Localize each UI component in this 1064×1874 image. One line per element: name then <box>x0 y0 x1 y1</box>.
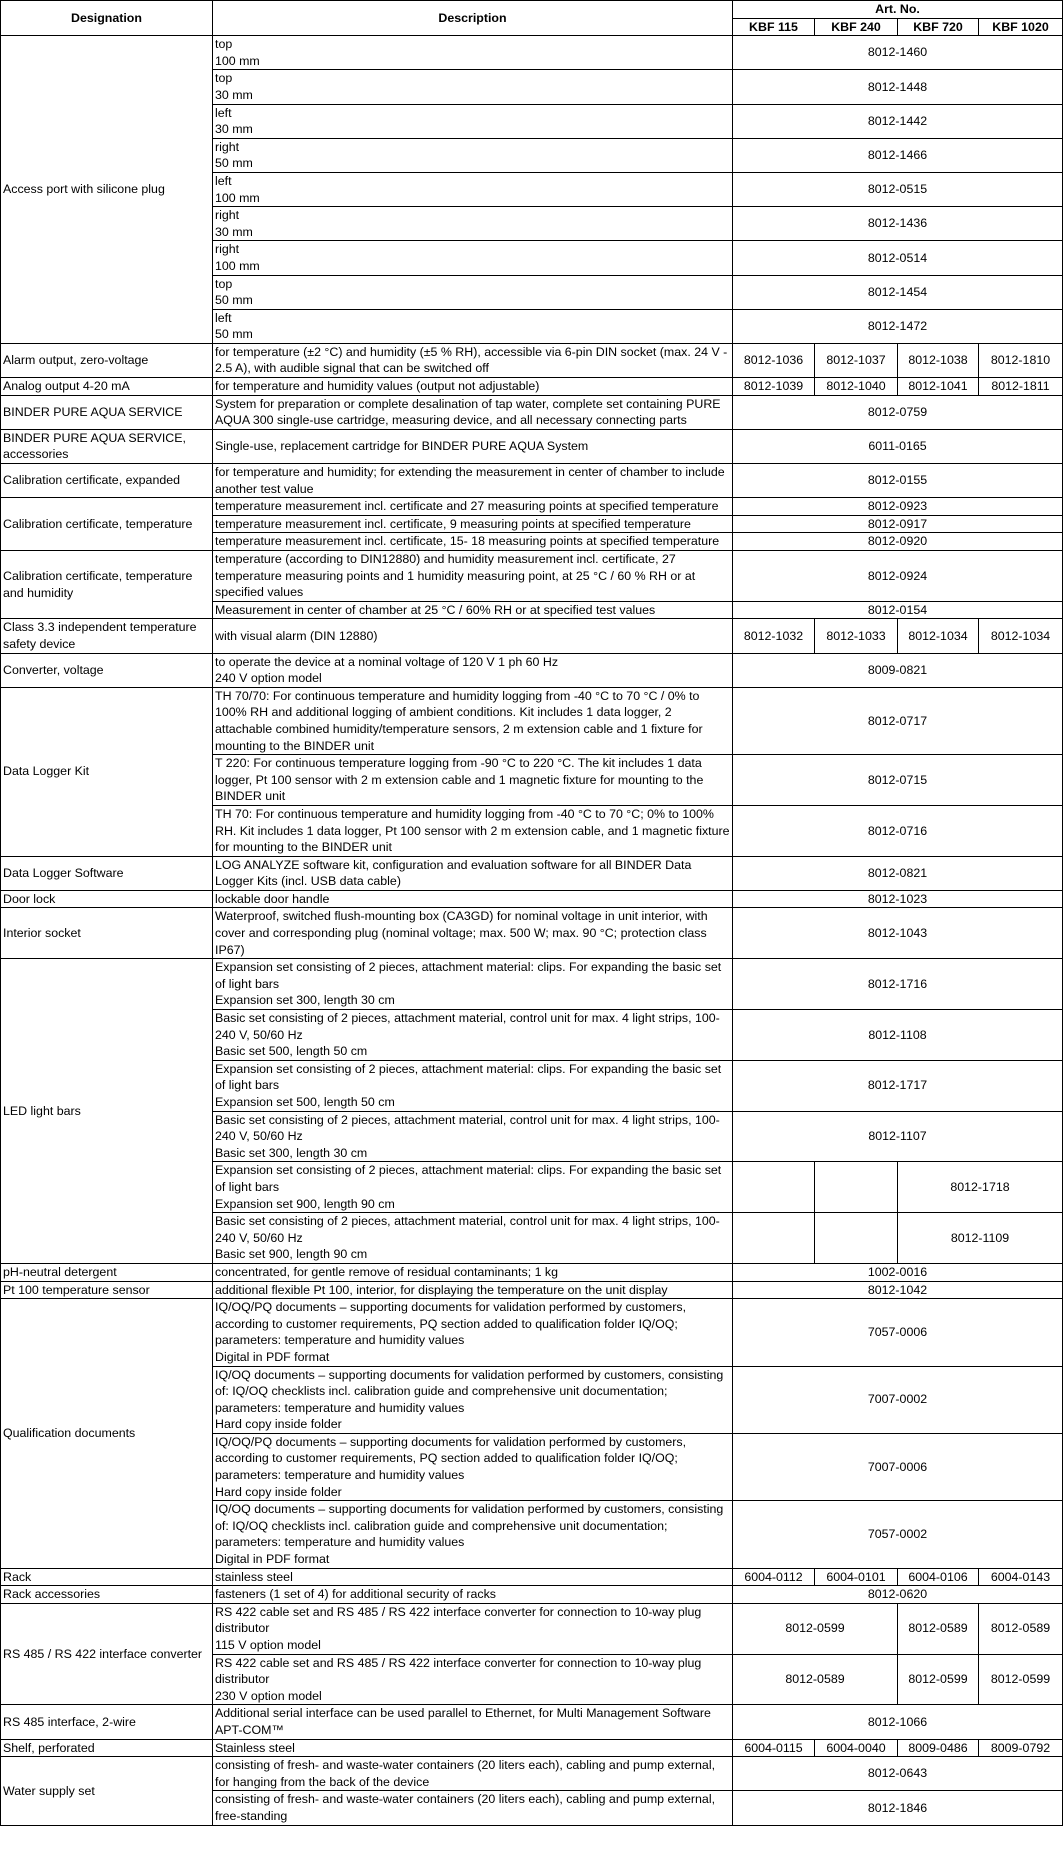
art-no-cell: 8012-0715 <box>733 755 1063 806</box>
table-row <box>1 1705 1063 1739</box>
table-row <box>1 1299 1063 1366</box>
art-no-cell: 8012-0589 <box>733 1654 898 1705</box>
description-cell: LOG ANALYZE software kit, configuration and evaluation software for all BINDER Data Logger Kits (incl. USB data cable) <box>213 856 733 890</box>
description-cell: fasteners (1 set of 4) for additional security of racks <box>213 1586 733 1604</box>
description-cell: Additional serial interface can be used parallel to Ethernet, for Multi Management Software APT-COM™ <box>213 1705 733 1739</box>
table-header <box>1 1 1063 36</box>
art-no-cell: 8012-1034 <box>898 619 979 653</box>
description-cell: left 50 mm <box>213 309 733 343</box>
art-no-cell: 8012-1036 <box>733 343 815 377</box>
description-cell: for temperature and humidity; for extending the measurement in center of chamber to include another test value <box>213 464 733 498</box>
art-no-cell: 6004-0101 <box>815 1568 898 1586</box>
model-header-kbf-1020: KBF 1020 <box>979 18 1063 36</box>
art-no-cell: 6004-0143 <box>979 1568 1063 1586</box>
designation-cell: Converter, voltage <box>1 653 213 687</box>
art-no-cell: 8012-0589 <box>898 1603 979 1654</box>
art-no-cell: 6004-0112 <box>733 1568 815 1586</box>
description-cell: additional flexible Pt 100, interior, for displaying the temperature on the unit display <box>213 1281 733 1299</box>
art-no-cell: 8012-1043 <box>733 908 1063 959</box>
description-cell: with visual alarm (DIN 12880) <box>213 619 733 653</box>
art-no-cell: 8012-0599 <box>898 1654 979 1705</box>
art-no-cell: 8012-1460 <box>733 36 1063 70</box>
description-cell: temperature measurement incl. certificate, 9 measuring points at specified temperature <box>213 515 733 533</box>
art-no-cell: 8012-0717 <box>733 687 1063 754</box>
description-cell: to operate the device at a nominal voltage of 120 V 1 ph 60 Hz 240 V option model <box>213 653 733 687</box>
art-no-cell: 8012-1436 <box>733 207 1063 241</box>
table-row <box>1 890 1063 908</box>
description-cell: IQ/OQ documents – supporting documents for validation performed by customers, consisting of: IQ/OQ checklists incl. calibration guide and comprehensive unit documentation; parameters: temperature and humidity values Digital in PDF format <box>213 1501 733 1568</box>
designation-cell: Rack accessories <box>1 1586 213 1604</box>
table-row <box>1 551 1063 602</box>
art-no-cell: 8012-1040 <box>815 378 898 396</box>
art-no-cell <box>815 1213 898 1264</box>
art-no-cell: 8009-0821 <box>733 653 1063 687</box>
description-cell: right 100 mm <box>213 241 733 275</box>
art-no-cell: 8012-1066 <box>733 1705 1063 1739</box>
art-no-cell: 8012-0716 <box>733 805 1063 856</box>
description-cell: temperature (according to DIN12880) and humidity measurement incl. certificate, 27 temperature measuring points and 1 humidity measuring point, at 25 °C / 60 % RH or at specified values <box>213 551 733 602</box>
description-cell: temperature measurement incl. certificate and 27 measuring points at specified temperature <box>213 498 733 516</box>
table-row <box>1 498 1063 516</box>
art-no-cell <box>733 1213 815 1264</box>
description-cell: lockable door handle <box>213 890 733 908</box>
designation-cell: Access port with silicone plug <box>1 36 213 344</box>
description-cell: Expansion set consisting of 2 pieces, attachment material: clips. For expanding the basic set of light bars Expansion set 300, length 30 cm <box>213 959 733 1010</box>
art-no-cell: 8012-0515 <box>733 172 1063 206</box>
description-cell: top 50 mm <box>213 275 733 309</box>
art-no-cell: 8012-1717 <box>733 1060 1063 1111</box>
art-no-cell: 8012-0917 <box>733 515 1063 533</box>
art-no-cell: 8012-0514 <box>733 241 1063 275</box>
designation-cell: Rack <box>1 1568 213 1586</box>
designation-cell: Door lock <box>1 890 213 908</box>
art-no-cell: 8012-0821 <box>733 856 1063 890</box>
designation-cell: BINDER PURE AQUA SERVICE <box>1 395 213 429</box>
description-cell: left 100 mm <box>213 172 733 206</box>
art-no-cell: 8012-0923 <box>733 498 1063 516</box>
art-no-cell: 8012-0599 <box>979 1654 1063 1705</box>
table-row <box>1 464 1063 498</box>
description-cell: Basic set consisting of 2 pieces, attachment material, control unit for max. 4 light strips, 100-240 V, 50/60 Hz Basic set 300, length 30 cm <box>213 1111 733 1162</box>
description-cell: left 30 mm <box>213 104 733 138</box>
art-no-cell: 8012-1032 <box>733 619 815 653</box>
table-row <box>1 687 1063 754</box>
table-row <box>1 856 1063 890</box>
table-row <box>1 36 1063 70</box>
table-row <box>1 343 1063 377</box>
designation-cell: Data Logger Kit <box>1 687 213 856</box>
designation-cell: Class 3.3 independent temperature safety device <box>1 619 213 653</box>
art-no-cell: 7057-0002 <box>733 1501 1063 1568</box>
description-cell: for temperature (±2 °C) and humidity (±5 % RH), accessible via 6-pin DIN socket (max. 24 V - 2.5 A), with audible signal that can be switched off <box>213 343 733 377</box>
designation-cell: Calibration certificate, temperature <box>1 498 213 551</box>
designation-cell: RS 485 interface, 2-wire <box>1 1705 213 1739</box>
designation-header: Designation <box>1 1 213 36</box>
description-cell: consisting of fresh- and waste-water containers (20 liters each), cabling and pump external, free-standing <box>213 1791 733 1825</box>
art-no-cell: 8012-1442 <box>733 104 1063 138</box>
description-cell: T 220: For continuous temperature logging from -90 °C to 220 °C. The kit includes 1 data logger, Pt 100 sensor with 2 m extension cable and 1 magnetic fixture for mounting to the BINDER unit <box>213 755 733 806</box>
art-no-header: Art. No. <box>733 1 1063 19</box>
description-cell: top 100 mm <box>213 36 733 70</box>
designation-cell: Shelf, perforated <box>1 1739 213 1757</box>
art-no-cell: 7007-0002 <box>733 1366 1063 1433</box>
art-no-cell: 8012-1108 <box>733 1010 1063 1061</box>
model-header-kbf-115: KBF 115 <box>733 18 815 36</box>
art-no-cell: 8012-1811 <box>979 378 1063 396</box>
art-no-cell <box>733 1162 815 1213</box>
designation-cell: LED light bars <box>1 959 213 1264</box>
art-no-cell: 6011-0165 <box>733 429 1063 463</box>
art-no-cell: 6004-0040 <box>815 1739 898 1757</box>
art-no-cell: 8012-1037 <box>815 343 898 377</box>
designation-cell: Qualification documents <box>1 1299 213 1569</box>
art-no-cell: 8012-1466 <box>733 138 1063 172</box>
description-cell: top 30 mm <box>213 70 733 104</box>
description-cell: concentrated, for gentle remove of residual contaminants; 1 kg <box>213 1263 733 1281</box>
table-row <box>1 959 1063 1010</box>
art-no-cell: 8012-1041 <box>898 378 979 396</box>
art-no-cell: 8012-0759 <box>733 395 1063 429</box>
art-no-cell: 8012-0155 <box>733 464 1063 498</box>
art-no-cell: 8012-1109 <box>898 1213 1063 1264</box>
description-cell: System for preparation or complete desalination of tap water, complete set containing PURE AQUA 300 single-use cartridge, measuring device, and all necessary connecting parts <box>213 395 733 429</box>
art-no-cell: 8012-1034 <box>979 619 1063 653</box>
art-no-cell: 7007-0006 <box>733 1433 1063 1500</box>
description-cell: Expansion set consisting of 2 pieces, attachment material: clips. For expanding the basic set of light bars Expansion set 500, length 50 cm <box>213 1060 733 1111</box>
description-header: Description <box>213 1 733 36</box>
art-no-cell: 8012-0599 <box>733 1603 898 1654</box>
table-row <box>1 395 1063 429</box>
art-no-cell: 8012-0154 <box>733 601 1063 619</box>
table-row <box>1 653 1063 687</box>
description-cell: IQ/OQ documents – supporting documents for validation performed by customers, consisting of: IQ/OQ checklists incl. calibration guide and comprehensive unit documentation; parameters: temperature and humidity values Hard copy inside folder <box>213 1366 733 1433</box>
art-no-cell: 8012-1039 <box>733 378 815 396</box>
art-no-cell: 8009-0792 <box>979 1739 1063 1757</box>
art-no-cell: 8012-1718 <box>898 1162 1063 1213</box>
description-cell: consisting of fresh- and waste-water containers (20 liters each), cabling and pump external, for hanging from the back of the device <box>213 1757 733 1791</box>
table-body <box>1 36 1063 1825</box>
designation-cell: pH-neutral detergent <box>1 1263 213 1281</box>
description-cell: IQ/OQ/PQ documents – supporting documents for validation performed by customers, according to customer requirements, PQ section added to qualification folder IQ/OQ; parameters: temperature and humidity values Hard copy inside folder <box>213 1433 733 1500</box>
description-cell: IQ/OQ/PQ documents – supporting documents for validation performed by customers, according to customer requirements, PQ section added to qualification folder IQ/OQ; parameters: temperature and humidity values Digital in PDF format <box>213 1299 733 1366</box>
table-row <box>1 1739 1063 1757</box>
description-cell: Expansion set consisting of 2 pieces, attachment material: clips. For expanding the basic set of light bars Expansion set 900, length 90 cm <box>213 1162 733 1213</box>
designation-cell: Water supply set <box>1 1757 213 1825</box>
art-no-cell: 8012-0920 <box>733 533 1063 551</box>
description-cell: RS 422 cable set and RS 485 / RS 422 interface converter for connection to 10-way plug distributor 115 V option model <box>213 1603 733 1654</box>
designation-cell: BINDER PURE AQUA SERVICE, accessories <box>1 429 213 463</box>
art-no-cell: 8012-1107 <box>733 1111 1063 1162</box>
description-cell: Stainless steel <box>213 1739 733 1757</box>
description-cell: TH 70/70: For continuous temperature and humidity logging from -40 °C to 70 °C / 0% to 100% RH and additional logging of ambient conditions. Kit includes 1 data logger, 2 attachable combined humidity/temperature sensors, 2 m extension cable and 1 fixture for mounting to the BINDER unit <box>213 687 733 754</box>
art-no-cell: 7057-0006 <box>733 1299 1063 1366</box>
designation-cell: Alarm output, zero-voltage <box>1 343 213 377</box>
art-no-cell <box>815 1162 898 1213</box>
table-row <box>1 908 1063 959</box>
description-cell: temperature measurement incl. certificate, 15- 18 measuring points at specified temperature <box>213 533 733 551</box>
table-row <box>1 1568 1063 1586</box>
art-no-cell: 8012-1448 <box>733 70 1063 104</box>
table-row <box>1 429 1063 463</box>
table-row <box>1 1586 1063 1604</box>
designation-cell: Pt 100 temperature sensor <box>1 1281 213 1299</box>
table-row <box>1 1281 1063 1299</box>
designation-cell: Data Logger Software <box>1 856 213 890</box>
designation-cell: Interior socket <box>1 908 213 959</box>
description-cell: right 30 mm <box>213 207 733 241</box>
art-no-cell: 8012-1023 <box>733 890 1063 908</box>
art-no-cell: 8012-1042 <box>733 1281 1063 1299</box>
table-row <box>1 1603 1063 1654</box>
description-cell: TH 70: For continuous temperature and humidity logging from -40 °C to 70 °C; 0% to 100% RH. Kit includes 1 data logger, Pt 100 sensor with 2 m extension cable, and 1 magnetic fixture for mounting to the BINDER unit <box>213 805 733 856</box>
description-cell: right 50 mm <box>213 138 733 172</box>
art-no-cell: 8012-0620 <box>733 1586 1063 1604</box>
description-cell: Basic set consisting of 2 pieces, attachment material, control unit for max. 4 light strips, 100-240 V, 50/60 Hz Basic set 900, length 90 cm <box>213 1213 733 1264</box>
art-no-cell: 8009-0486 <box>898 1739 979 1757</box>
art-no-cell: 8012-0924 <box>733 551 1063 602</box>
designation-cell: Calibration certificate, temperature and humidity <box>1 551 213 619</box>
model-header-kbf-240: KBF 240 <box>815 18 898 36</box>
designation-cell: Calibration certificate, expanded <box>1 464 213 498</box>
table-row <box>1 1757 1063 1791</box>
art-no-cell: 8012-0589 <box>979 1603 1063 1654</box>
description-cell: Single-use, replacement cartridge for BINDER PURE AQUA System <box>213 429 733 463</box>
art-no-cell: 8012-1033 <box>815 619 898 653</box>
art-no-cell: 8012-1038 <box>898 343 979 377</box>
art-no-cell: 8012-1716 <box>733 959 1063 1010</box>
description-cell: Measurement in center of chamber at 25 °C / 60% RH or at specified test values <box>213 601 733 619</box>
art-no-cell: 6004-0106 <box>898 1568 979 1586</box>
designation-cell: Analog output 4-20 mA <box>1 378 213 396</box>
description-cell: Basic set consisting of 2 pieces, attachment material, control unit for max. 4 light strips, 100-240 V, 50/60 Hz Basic set 500, length 50 cm <box>213 1010 733 1061</box>
art-no-cell: 8012-1810 <box>979 343 1063 377</box>
table-row <box>1 378 1063 396</box>
description-cell: RS 422 cable set and RS 485 / RS 422 interface converter for connection to 10-way plug distributor 230 V option model <box>213 1654 733 1705</box>
description-cell: for temperature and humidity values (output not adjustable) <box>213 378 733 396</box>
table-row <box>1 1263 1063 1281</box>
table-row <box>1 619 1063 653</box>
designation-cell: RS 485 / RS 422 interface converter <box>1 1603 213 1705</box>
description-cell: stainless steel <box>213 1568 733 1586</box>
art-no-cell: 8012-1472 <box>733 309 1063 343</box>
art-no-cell: 1002-0016 <box>733 1263 1063 1281</box>
art-no-cell: 8012-0643 <box>733 1757 1063 1791</box>
description-cell: Waterproof, switched flush-mounting box (CA3GD) for nominal voltage in unit interior, with cover and corresponding plug (nominal voltage; max. 500 W; max. 90 °C; protection class IP67) <box>213 908 733 959</box>
art-no-cell: 8012-1846 <box>733 1791 1063 1825</box>
art-no-cell: 6004-0115 <box>733 1739 815 1757</box>
model-header-kbf-720: KBF 720 <box>898 18 979 36</box>
art-no-cell: 8012-1454 <box>733 275 1063 309</box>
